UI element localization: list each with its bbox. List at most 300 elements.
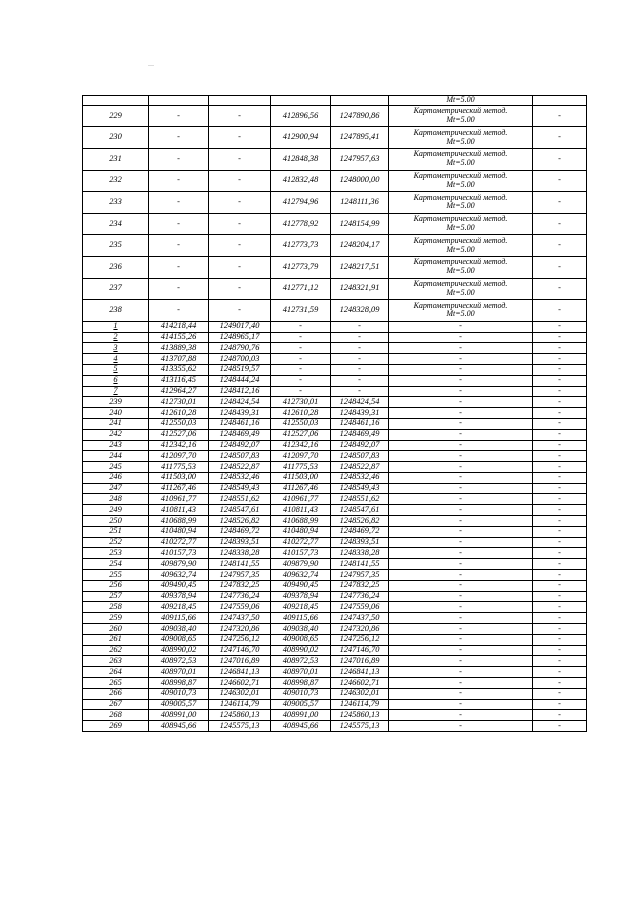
old-y-cell: 1248547,61 bbox=[209, 505, 271, 516]
old-y-cell: 1248141,55 bbox=[209, 559, 271, 570]
note-cell: - bbox=[533, 462, 587, 473]
new-y-cell: 1247832,25 bbox=[331, 580, 389, 591]
old-y-cell: 1248461,16 bbox=[209, 418, 271, 429]
old-x-cell: 412610,28 bbox=[149, 408, 209, 419]
new-y-cell: 1245860,13 bbox=[331, 710, 389, 721]
table-row bbox=[83, 440, 587, 451]
old-x-cell: 408991,00 bbox=[149, 710, 209, 721]
old-y-cell: 1248492,07 bbox=[209, 440, 271, 451]
new-x-cell: 408991,00 bbox=[271, 710, 331, 721]
old-x-cell: 408972,53 bbox=[149, 656, 209, 667]
table-row bbox=[83, 300, 587, 322]
old-y-cell: 1247256,12 bbox=[209, 634, 271, 645]
method-cell: - bbox=[389, 678, 533, 689]
new-y-cell: - bbox=[331, 343, 389, 354]
new-x-cell: 412848,38 bbox=[271, 148, 331, 170]
point-number-cell: 237 bbox=[83, 278, 149, 300]
new-y-cell: 1247895,41 bbox=[331, 127, 389, 149]
old-x-cell: 412342,16 bbox=[149, 440, 209, 451]
method-cell: - bbox=[389, 591, 533, 602]
old-y-cell: 1248790,76 bbox=[209, 343, 271, 354]
new-x-cell: 408990,02 bbox=[271, 645, 331, 656]
note-cell: - bbox=[533, 494, 587, 505]
table-row bbox=[83, 235, 587, 257]
table-row bbox=[83, 451, 587, 462]
point-number-cell: 230 bbox=[83, 127, 149, 149]
method-cell: - bbox=[389, 332, 533, 343]
method-accuracy: Mt=5.00 bbox=[446, 266, 475, 276]
note-cell: - bbox=[533, 343, 587, 354]
method-cell bbox=[389, 170, 533, 192]
old-y-cell: 1248551,62 bbox=[209, 494, 271, 505]
table-row bbox=[83, 483, 587, 494]
new-y-cell: 1248154,99 bbox=[331, 213, 389, 235]
note-cell: - bbox=[533, 624, 587, 635]
old-x-cell: 409005,57 bbox=[149, 699, 209, 710]
old-x-cell: 408990,02 bbox=[149, 645, 209, 656]
new-y-cell: 1247256,12 bbox=[331, 634, 389, 645]
method-cell bbox=[389, 256, 533, 278]
table-cell bbox=[209, 96, 271, 106]
method-accuracy: Mt=5.00 bbox=[446, 201, 475, 211]
old-y-cell: 1245575,13 bbox=[209, 721, 271, 732]
note-cell: - bbox=[533, 591, 587, 602]
old-y-cell: 1248469,72 bbox=[209, 526, 271, 537]
old-x-cell: 409008,65 bbox=[149, 634, 209, 645]
new-y-cell: 1245575,13 bbox=[331, 721, 389, 732]
method-cell: - bbox=[389, 699, 533, 710]
new-x-cell: - bbox=[271, 343, 331, 354]
table-row bbox=[83, 710, 587, 721]
new-x-cell: 412342,16 bbox=[271, 440, 331, 451]
point-number-cell: 7 bbox=[83, 386, 149, 397]
new-x-cell: 410480,94 bbox=[271, 526, 331, 537]
table-row bbox=[83, 570, 587, 581]
table-row bbox=[83, 105, 587, 127]
method-cell: - bbox=[389, 494, 533, 505]
method-accuracy: Mt=5.00 bbox=[446, 179, 475, 189]
new-x-cell: - bbox=[271, 375, 331, 386]
note-cell: - bbox=[533, 127, 587, 149]
new-y-cell: 1248439,31 bbox=[331, 408, 389, 419]
point-number-cell: 254 bbox=[83, 559, 149, 570]
note-cell: - bbox=[533, 105, 587, 127]
old-y-cell: 1248965,17 bbox=[209, 332, 271, 343]
method-cell: - bbox=[389, 688, 533, 699]
new-x-cell: 409378,94 bbox=[271, 591, 331, 602]
new-y-cell: 1247559,06 bbox=[331, 602, 389, 613]
note-cell: - bbox=[533, 408, 587, 419]
new-y-cell: 1248547,61 bbox=[331, 505, 389, 516]
table-row bbox=[83, 364, 587, 375]
method-name: Картометрический метод. bbox=[413, 192, 508, 202]
new-y-cell: - bbox=[331, 332, 389, 343]
old-y-cell: 1247832,25 bbox=[209, 580, 271, 591]
new-x-cell: - bbox=[271, 321, 331, 332]
old-y-cell: 1247736,24 bbox=[209, 591, 271, 602]
old-y-cell: - bbox=[209, 148, 271, 170]
point-number-cell: 235 bbox=[83, 235, 149, 257]
old-x-cell: - bbox=[149, 256, 209, 278]
new-x-cell: 409115,66 bbox=[271, 613, 331, 624]
point-number-cell: 261 bbox=[83, 634, 149, 645]
point-number-cell: 251 bbox=[83, 526, 149, 537]
method-cell: - bbox=[389, 634, 533, 645]
old-y-cell: 1247320,86 bbox=[209, 624, 271, 635]
note-cell: - bbox=[533, 537, 587, 548]
new-x-cell: 408972,53 bbox=[271, 656, 331, 667]
table-row bbox=[83, 656, 587, 667]
new-x-cell: 412896,56 bbox=[271, 105, 331, 127]
note-cell: - bbox=[533, 321, 587, 332]
new-y-cell: 1248328,09 bbox=[331, 300, 389, 322]
method-cell: - bbox=[389, 613, 533, 624]
old-x-cell: 414218,44 bbox=[149, 321, 209, 332]
new-x-cell: 409008,65 bbox=[271, 634, 331, 645]
old-x-cell: 410480,94 bbox=[149, 526, 209, 537]
method-name: Картометрический метод. bbox=[413, 106, 508, 116]
old-x-cell: - bbox=[149, 127, 209, 149]
point-number-cell: 231 bbox=[83, 148, 149, 170]
method-cell: - bbox=[389, 645, 533, 656]
note-cell: - bbox=[533, 602, 587, 613]
point-number-cell: 246 bbox=[83, 472, 149, 483]
table-row bbox=[83, 580, 587, 591]
new-y-cell: 1246302,01 bbox=[331, 688, 389, 699]
note-cell: - bbox=[533, 235, 587, 257]
old-x-cell: 414155,26 bbox=[149, 332, 209, 343]
old-x-cell: 412964,27 bbox=[149, 386, 209, 397]
old-y-cell: 1248532,46 bbox=[209, 472, 271, 483]
new-x-cell: 409010,73 bbox=[271, 688, 331, 699]
method-accuracy: Mt=5.00 bbox=[446, 309, 475, 319]
table-row bbox=[83, 418, 587, 429]
point-number-cell: 6 bbox=[83, 375, 149, 386]
note-cell: - bbox=[533, 559, 587, 570]
new-x-cell: 409632,74 bbox=[271, 570, 331, 581]
method-cell: - bbox=[389, 472, 533, 483]
new-y-cell: 1248217,51 bbox=[331, 256, 389, 278]
table-row bbox=[83, 613, 587, 624]
old-x-cell: 410157,73 bbox=[149, 548, 209, 559]
old-x-cell: 413889,38 bbox=[149, 343, 209, 354]
point-number-cell: 241 bbox=[83, 418, 149, 429]
old-y-cell: 1248700,03 bbox=[209, 354, 271, 365]
table-row bbox=[83, 213, 587, 235]
note-cell: - bbox=[533, 688, 587, 699]
old-y-cell: - bbox=[209, 127, 271, 149]
method-cell: - bbox=[389, 548, 533, 559]
new-y-cell: - bbox=[331, 364, 389, 375]
old-y-cell: - bbox=[209, 105, 271, 127]
old-y-cell: - bbox=[209, 300, 271, 322]
point-number-cell: 266 bbox=[83, 688, 149, 699]
new-x-cell: 411267,46 bbox=[271, 483, 331, 494]
method-cell bbox=[389, 300, 533, 322]
method-cell: - bbox=[389, 364, 533, 375]
table-row bbox=[83, 699, 587, 710]
old-y-cell: 1248439,31 bbox=[209, 408, 271, 419]
new-y-cell: - bbox=[331, 321, 389, 332]
old-y-cell: 1248444,24 bbox=[209, 375, 271, 386]
new-x-cell: 408945,66 bbox=[271, 721, 331, 732]
method-name: Картометрический метод. bbox=[413, 235, 508, 245]
table-row bbox=[83, 634, 587, 645]
old-x-cell: 413355,62 bbox=[149, 364, 209, 375]
old-y-cell: 1247957,35 bbox=[209, 570, 271, 581]
point-number-cell: 1 bbox=[83, 321, 149, 332]
note-cell: - bbox=[533, 516, 587, 527]
new-y-cell: 1248551,62 bbox=[331, 494, 389, 505]
old-y-cell: 1246302,01 bbox=[209, 688, 271, 699]
point-number-cell: 229 bbox=[83, 105, 149, 127]
table-row bbox=[83, 429, 587, 440]
old-y-cell: 1247437,50 bbox=[209, 613, 271, 624]
table-row bbox=[83, 397, 587, 408]
method-cell: - bbox=[389, 483, 533, 494]
old-y-cell: 1247016,89 bbox=[209, 656, 271, 667]
table-row bbox=[83, 472, 587, 483]
new-x-cell: 412731,59 bbox=[271, 300, 331, 322]
new-x-cell: 412778,92 bbox=[271, 213, 331, 235]
new-x-cell: - bbox=[271, 354, 331, 365]
table-cell bbox=[331, 96, 389, 106]
new-x-cell: 411503,00 bbox=[271, 472, 331, 483]
new-y-cell: 1248469,49 bbox=[331, 429, 389, 440]
method-cell: - bbox=[389, 418, 533, 429]
table-row bbox=[83, 96, 587, 106]
note-cell: - bbox=[533, 678, 587, 689]
method-name: Картометрический метод. bbox=[413, 149, 508, 159]
point-number-cell: 267 bbox=[83, 699, 149, 710]
method-name: Картометрический метод. bbox=[413, 127, 508, 137]
table-row bbox=[83, 526, 587, 537]
table-row bbox=[83, 354, 587, 365]
point-number-cell: 232 bbox=[83, 170, 149, 192]
method-cell: - bbox=[389, 602, 533, 613]
point-number-cell: 240 bbox=[83, 408, 149, 419]
new-x-cell: 412773,73 bbox=[271, 235, 331, 257]
table-row bbox=[83, 537, 587, 548]
old-x-cell: - bbox=[149, 105, 209, 127]
old-y-cell: 1248522,87 bbox=[209, 462, 271, 473]
old-y-cell: - bbox=[209, 192, 271, 214]
point-number-cell: 256 bbox=[83, 580, 149, 591]
point-number-cell: 4 bbox=[83, 354, 149, 365]
method-name: Картометрический метод. bbox=[413, 279, 508, 289]
point-number-cell: 268 bbox=[83, 710, 149, 721]
point-number-cell: 264 bbox=[83, 667, 149, 678]
point-number-cell: 5 bbox=[83, 364, 149, 375]
old-x-cell: - bbox=[149, 278, 209, 300]
note-cell: - bbox=[533, 364, 587, 375]
old-y-cell: - bbox=[209, 278, 271, 300]
old-x-cell: 410961,77 bbox=[149, 494, 209, 505]
point-number-cell: 269 bbox=[83, 721, 149, 732]
note-cell: - bbox=[533, 656, 587, 667]
method-cell: - bbox=[389, 408, 533, 419]
note-cell: - bbox=[533, 667, 587, 678]
old-x-cell: 409632,74 bbox=[149, 570, 209, 581]
note-cell: - bbox=[533, 256, 587, 278]
new-y-cell: 1246114,79 bbox=[331, 699, 389, 710]
new-y-cell: 1248321,91 bbox=[331, 278, 389, 300]
new-x-cell: 412527,06 bbox=[271, 429, 331, 440]
point-number-cell: 263 bbox=[83, 656, 149, 667]
table-row bbox=[83, 321, 587, 332]
method-cell: - bbox=[389, 397, 533, 408]
old-x-cell: - bbox=[149, 300, 209, 322]
method-cell: - bbox=[389, 526, 533, 537]
old-y-cell: 1247146,70 bbox=[209, 645, 271, 656]
new-y-cell: 1248393,51 bbox=[331, 537, 389, 548]
new-y-cell: 1248532,46 bbox=[331, 472, 389, 483]
method-cell: - bbox=[389, 440, 533, 451]
table-row bbox=[83, 516, 587, 527]
method-cell: - bbox=[389, 386, 533, 397]
new-x-cell: 410157,73 bbox=[271, 548, 331, 559]
old-x-cell: 409038,40 bbox=[149, 624, 209, 635]
scan-speck bbox=[148, 65, 154, 66]
new-y-cell: 1248526,82 bbox=[331, 516, 389, 527]
method-accuracy: Mt=5.00 bbox=[446, 287, 475, 297]
new-y-cell: 1247957,35 bbox=[331, 570, 389, 581]
method-cell bbox=[389, 213, 533, 235]
method-cell: - bbox=[389, 624, 533, 635]
new-x-cell: 409038,40 bbox=[271, 624, 331, 635]
new-y-cell: 1248469,72 bbox=[331, 526, 389, 537]
old-y-cell: 1248549,43 bbox=[209, 483, 271, 494]
old-x-cell: 410811,43 bbox=[149, 505, 209, 516]
new-x-cell: 412794,96 bbox=[271, 192, 331, 214]
table-row bbox=[83, 591, 587, 602]
table-row bbox=[83, 408, 587, 419]
point-number-cell: 252 bbox=[83, 537, 149, 548]
old-x-cell: 408998,87 bbox=[149, 678, 209, 689]
old-x-cell: 411503,00 bbox=[149, 472, 209, 483]
new-x-cell: 410688,99 bbox=[271, 516, 331, 527]
note-cell: - bbox=[533, 526, 587, 537]
new-y-cell: 1247890,86 bbox=[331, 105, 389, 127]
new-x-cell: 411775,53 bbox=[271, 462, 331, 473]
old-y-cell: - bbox=[209, 170, 271, 192]
method-cell: - bbox=[389, 721, 533, 732]
old-x-cell: 412550,03 bbox=[149, 418, 209, 429]
new-y-cell: 1248424,54 bbox=[331, 397, 389, 408]
old-y-cell: 1248526,82 bbox=[209, 516, 271, 527]
note-cell: - bbox=[533, 505, 587, 516]
table-row bbox=[83, 548, 587, 559]
old-x-cell: 413116,45 bbox=[149, 375, 209, 386]
new-y-cell: 1247320,86 bbox=[331, 624, 389, 635]
old-x-cell: 409010,73 bbox=[149, 688, 209, 699]
old-x-cell: 412097,70 bbox=[149, 451, 209, 462]
coordinates-table-page bbox=[82, 95, 586, 732]
method-cell: - bbox=[389, 570, 533, 581]
note-cell: - bbox=[533, 580, 587, 591]
old-x-cell: 409218,45 bbox=[149, 602, 209, 613]
new-y-cell: - bbox=[331, 375, 389, 386]
point-number-cell: 238 bbox=[83, 300, 149, 322]
note-cell: - bbox=[533, 354, 587, 365]
table-row bbox=[83, 505, 587, 516]
old-y-cell: 1248393,51 bbox=[209, 537, 271, 548]
new-y-cell: 1248338,28 bbox=[331, 548, 389, 559]
point-number-cell: 249 bbox=[83, 505, 149, 516]
old-x-cell: 411267,46 bbox=[149, 483, 209, 494]
old-x-cell: 409378,94 bbox=[149, 591, 209, 602]
old-y-cell: - bbox=[209, 213, 271, 235]
table-row bbox=[83, 624, 587, 635]
point-number-cell: 242 bbox=[83, 429, 149, 440]
table-cell bbox=[271, 96, 331, 106]
new-x-cell: 410961,77 bbox=[271, 494, 331, 505]
method-accuracy: Mt=5.00 bbox=[446, 115, 475, 125]
new-y-cell: 1248141,55 bbox=[331, 559, 389, 570]
old-x-cell: 412527,06 bbox=[149, 429, 209, 440]
old-y-cell: - bbox=[209, 235, 271, 257]
old-y-cell: 1248412,16 bbox=[209, 386, 271, 397]
old-y-cell: 1245860,13 bbox=[209, 710, 271, 721]
old-y-cell: 1246841,13 bbox=[209, 667, 271, 678]
new-x-cell: - bbox=[271, 332, 331, 343]
point-number-cell: 260 bbox=[83, 624, 149, 635]
new-x-cell: 409879,90 bbox=[271, 559, 331, 570]
new-y-cell: 1248461,16 bbox=[331, 418, 389, 429]
table-row bbox=[83, 332, 587, 343]
new-y-cell: 1248111,36 bbox=[331, 192, 389, 214]
old-x-cell: - bbox=[149, 192, 209, 214]
note-cell: - bbox=[533, 332, 587, 343]
note-cell: - bbox=[533, 548, 587, 559]
point-number-cell: 255 bbox=[83, 570, 149, 581]
method-cell bbox=[389, 278, 533, 300]
point-number-cell: 3 bbox=[83, 343, 149, 354]
new-y-cell: 1247957,63 bbox=[331, 148, 389, 170]
old-y-cell: 1246602,71 bbox=[209, 678, 271, 689]
table-row bbox=[83, 170, 587, 192]
old-y-cell: 1248338,28 bbox=[209, 548, 271, 559]
new-y-cell: 1247146,70 bbox=[331, 645, 389, 656]
point-number-cell: 247 bbox=[83, 483, 149, 494]
method-name: Картометрический метод. bbox=[413, 171, 508, 181]
old-x-cell: 411775,53 bbox=[149, 462, 209, 473]
new-x-cell: 408998,87 bbox=[271, 678, 331, 689]
old-y-cell: 1249017,40 bbox=[209, 321, 271, 332]
old-y-cell: 1248469,49 bbox=[209, 429, 271, 440]
point-number-cell: 265 bbox=[83, 678, 149, 689]
table-cell bbox=[533, 96, 587, 106]
point-number-cell: 2 bbox=[83, 332, 149, 343]
method-cell: - bbox=[389, 710, 533, 721]
point-number-cell: 236 bbox=[83, 256, 149, 278]
note-cell: - bbox=[533, 483, 587, 494]
table-row bbox=[83, 559, 587, 570]
old-x-cell: 410272,77 bbox=[149, 537, 209, 548]
table-row bbox=[83, 688, 587, 699]
table-row bbox=[83, 148, 587, 170]
method-cell bbox=[389, 127, 533, 149]
method-cell: - bbox=[389, 451, 533, 462]
method-cell: - bbox=[389, 429, 533, 440]
method-accuracy: Mt=5.00 bbox=[446, 244, 475, 254]
table-row bbox=[83, 127, 587, 149]
new-x-cell: 412610,28 bbox=[271, 408, 331, 419]
note-cell: - bbox=[533, 570, 587, 581]
table-cell bbox=[149, 96, 209, 106]
old-y-cell: 1248519,57 bbox=[209, 364, 271, 375]
table-row bbox=[83, 645, 587, 656]
